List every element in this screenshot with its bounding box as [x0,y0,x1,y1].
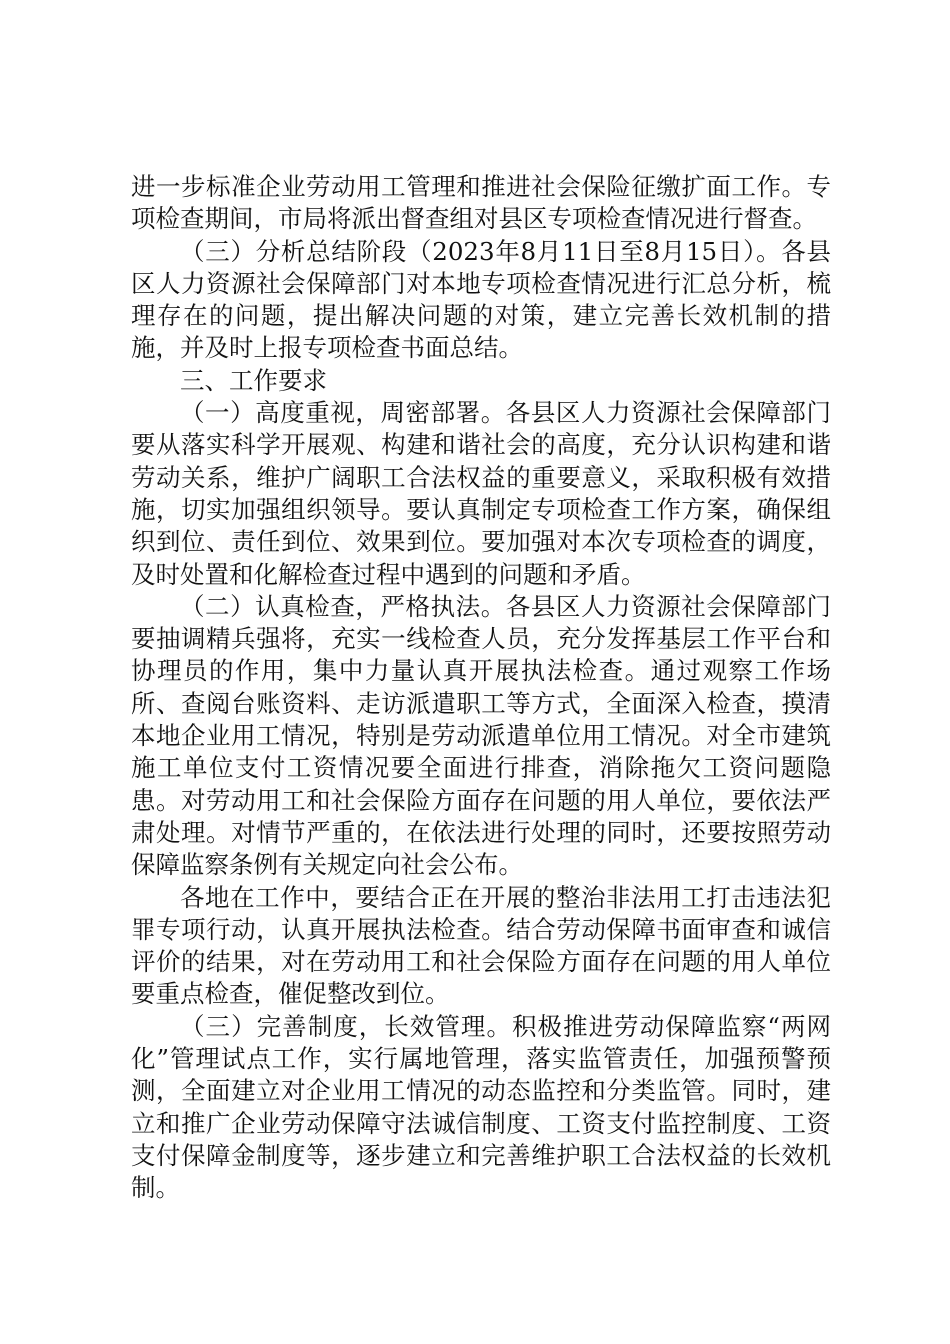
paragraph-phase-three: （三）分析总结阶段（2023年8月11日至8月15日）。各县区人力资源社会保障部门对本地专项检查情况进行汇总分析，梳理存在的问题，提出解决问题的对策，建立完善长效机制的措施，并及时上报专项检查书面总结。 [131,236,831,363]
section-heading-work-requirements: 三、工作要求 [180,365,327,395]
paragraph-requirement-three: （三）完善制度，长效管理。积极推进劳动保障监察“两网化”管理试点工作，实行属地管理，落实监管责任，加强预警预测，全面建立对企业用工情况的动态监控和分类监管。同时，建立和推广企业劳动保障守法诚信制度、工资支付监控制度、工资支付保障金制度等，逐步建立和完善维护职工合法权益的长效机制。 [131,1011,831,1203]
paragraph-requirement-two: （二）认真检查，严格执法。各县区人力资源社会保障部门要抽调精兵强将，充实一线检查人员，充分发挥基层工作平台和协理员的作用，集中力量认真开展执法检查。通过观察工作场所、查阅台账资料、走访派遣职工等方式，全面深入检查，摸清本地企业用工情况，特别是劳动派遣单位用工情况。对全市建筑施工单位支付工资情况要全面进行排查，消除拖欠工资问题隐患。对劳动用工和社会保险方面存在问题的用人单位，要依法严肃处理。对情节严重的，在依法进行处理的同时，还要按照劳动保障监察条例有关规定向社会公布。 [131,591,831,880]
document-body [131,171,831,1205]
paragraph-requirement-one: （一）高度重视，周密部署。各县区人力资源社会保障部门要从落实科学开展观、构建和谐社会的高度，充分认识构建和谐劳动关系，维护广阔职工合法权益的重要意义，采取积极有效措施，切实加强组织领导。要认真制定专项检查工作方案，确保组织到位、责任到位、效果到位。要加强对本次专项检查的调度，及时处置和化解检查过程中遇到的问题和矛盾。 [131,398,831,589]
paragraph-local-work: 各地在工作中，要结合正在开展的整治非法用工打击违法犯罪专项行动，认真开展执法检查。结合劳动保障书面审查和诚信评价的结果，对在劳动用工和社会保险方面存在问题的用人单位要重点检查，催促整改到位。 [131,882,831,1009]
paragraph-continuation: 进一步标准企业劳动用工管理和推进社会保险征缴扩面工作。专项检查期间，市局将派出督查组对县区专项检查情况进行督查。 [131,172,831,234]
